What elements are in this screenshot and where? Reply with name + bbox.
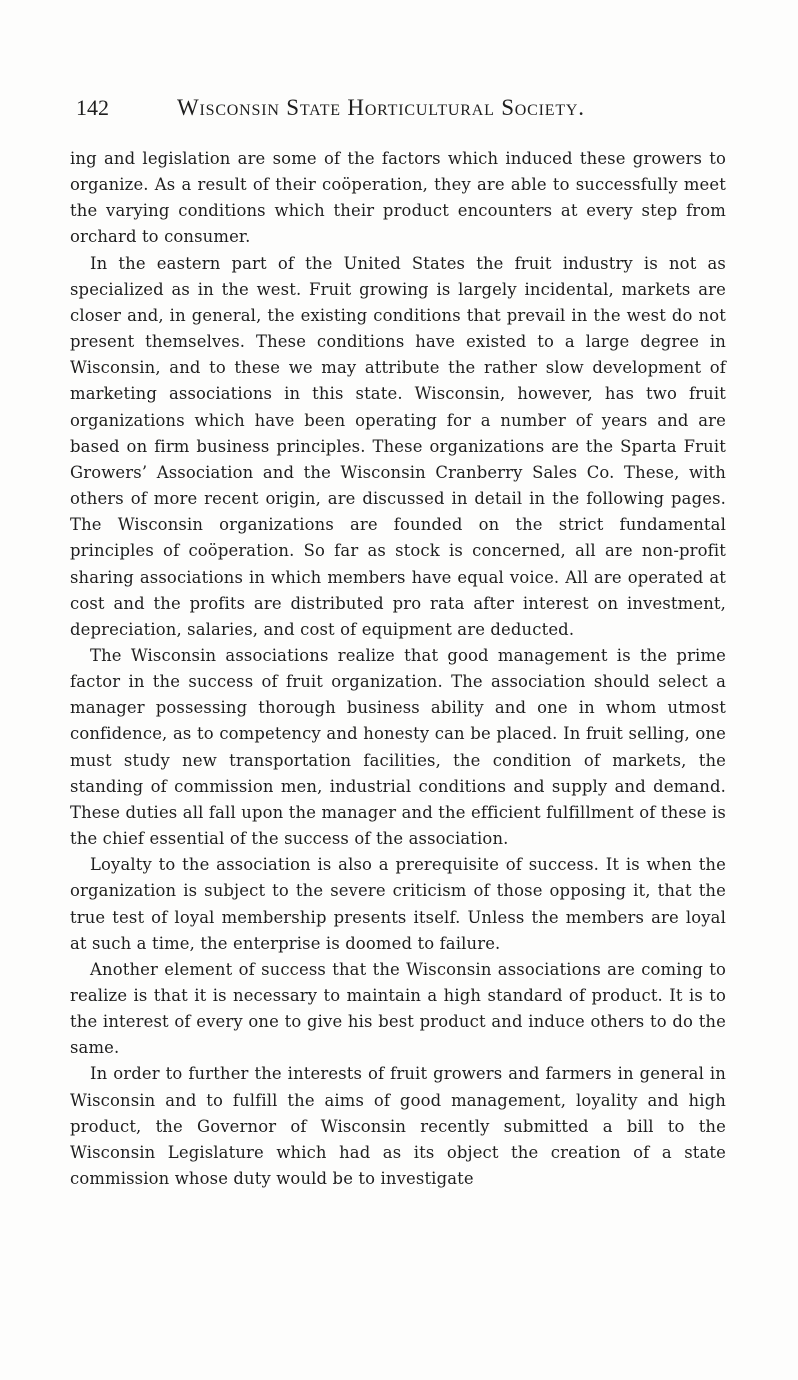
running-title: Wisconsin State Horticultural Society. bbox=[177, 95, 585, 120]
paragraph-continuation: ing and legislation are some of the factors which induced these growers to organize. As a result of their coöperation, they are able to successfully meet the varying conditions which their product encounters at every step from orchard to consumer. bbox=[70, 149, 726, 247]
running-head bbox=[76, 93, 736, 123]
paragraph-state-commission: In order to further the interests of fruit growers and farmers in general in Wisconsin and to fulfill the aims of good management, loyality and high product, the Governor of Wisconsin recently submitted a bill to the Wisconsin Legislature which had as its object the creation of a state commission whose duty would be to investigate bbox=[70, 1064, 726, 1189]
paragraph-high-standard: Another element of success that the Wisconsin associations are coming to realize is that it is necessary to maintain a high standard of product. It is to the interest of every one to give his best product and induce others to do the same. bbox=[70, 959, 726, 1058]
paragraph-good-management: The Wisconsin associations realize that good management is the prime factor in the success of fruit organization. The association should select a manager possessing thorough business ability and one in whom utmost confidence, as to competency and honesty can be placed. In fruit selling, one must study new transportation facilities, the condition of markets, the standing of commission men, industrial conditions and supply and demand. These duties all fall upon the manager and the efficient fulfillment of these is the chief essential of the success of the association. bbox=[70, 645, 726, 849]
body-text bbox=[70, 146, 726, 1192]
paragraph-loyalty: Loyalty to the association is also a prerequisite of success. It is when the organization is subject to the severe criticism of those opposing it, that the true test of loyal membership presents itself. Unless the members are loyal at such a time, the enterprise is doomed to failure. bbox=[70, 855, 726, 953]
page-number: 142 bbox=[76, 95, 109, 120]
paragraph-eastern-fruit-industry: In the eastern part of the United States the fruit industry is not as specialized as in the west. Fruit growing is largely incidental, markets are closer and, in general, the existing conditions that prevail in the west do not present themselves. These conditions have existed to a large degree in Wisconsin, and to these we may attribute the rather slow development of marketing associations in this state. Wisconsin, however, has two fruit organizations which have been operating for a number of years and are based on firm business principles. These organizations are the Sparta Fruit Growers’ Association and the Wisconsin Cranberry Sales Co. These, with others of more recent origin, are discussed in detail in the following pages. The Wisconsin organizations are founded on the strict fundamental principles of coöperation. So far as stock is concerned, all are non-profit sharing associations in which members have equal voice. All are operated at cost and the profits are distributed pro rata after interest on investment, depreciation, salaries, and cost of equipment are deducted. bbox=[70, 253, 726, 639]
